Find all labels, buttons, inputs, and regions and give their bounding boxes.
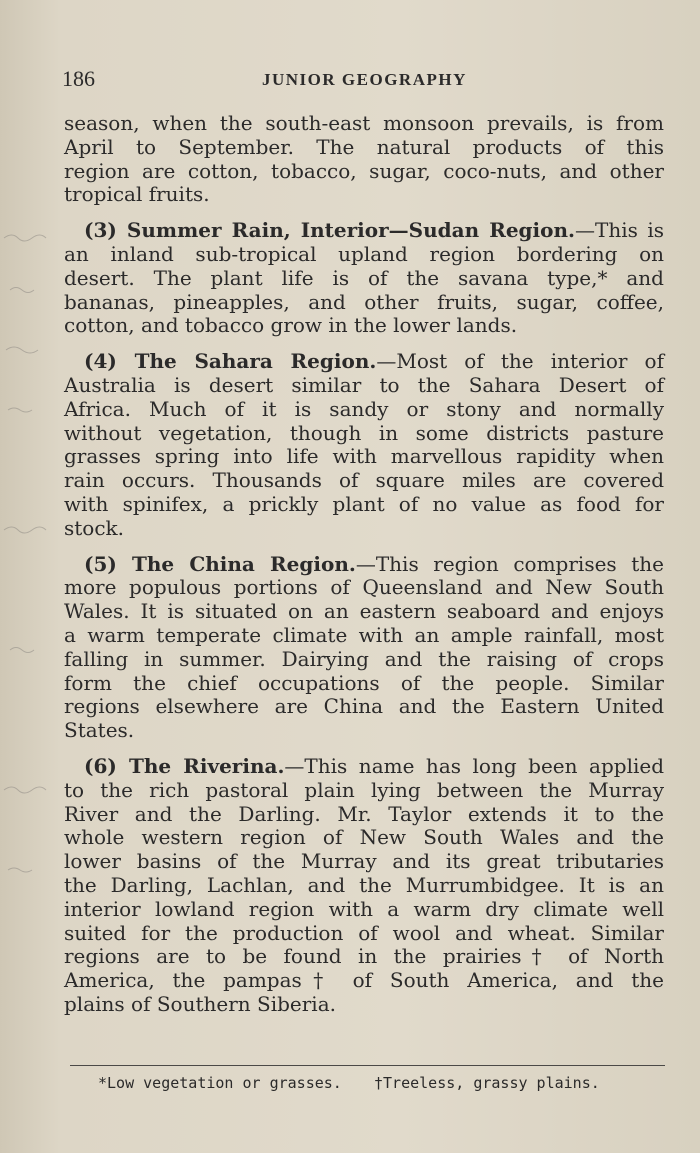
- text-line: whole western region of New South Wales and the: [64, 825, 664, 850]
- section-heading: (6) The Riverina.: [84, 753, 285, 778]
- text-line: without vegetation, though in some districts pasture: [64, 420, 664, 445]
- text-line: States.: [64, 718, 135, 743]
- text-line: lower basins of the Murray and its great tributaries: [64, 849, 664, 874]
- text-line: Africa. Much of it is sandy or stony and normally: [64, 396, 664, 421]
- text-line: April to September. The natural products of this: [64, 134, 664, 159]
- text-line: rain occurs. Thousands of square miles are covered: [64, 468, 664, 493]
- text-line: Australia is desert similar to the Sahara Desert of: [64, 372, 664, 397]
- text-line: plains of Southern Siberia.: [64, 991, 336, 1016]
- footnotes: [98, 1074, 600, 1092]
- text-line: more populous portions of Queensland and New South: [64, 575, 664, 600]
- text-line: River and the Darling. Mr. Taylor extends it to the: [64, 801, 664, 826]
- text-line: bananas, pineapples, and other fruits, sugar, coffee,: [64, 289, 664, 314]
- text-line: a warm temperate climate with an ample rainfall, most: [64, 622, 664, 647]
- text-line: Wales. It is situated on an eastern seaboard and enjoys: [64, 599, 664, 624]
- paragraph: [64, 219, 664, 338]
- text-line: with spinifex, a prickly plant of no value as food for: [64, 491, 664, 516]
- paragraph: [64, 755, 664, 1017]
- text-line: (3) Summer Rain, Interior—Sudan Region.—This is: [84, 218, 664, 243]
- text-line: falling in summer. Dairying and the raising of crops: [64, 646, 664, 671]
- text-line: season, when the south-east monsoon prevails, is from: [64, 111, 664, 135]
- footnote: *Low vegetation or grasses.: [98, 1074, 342, 1092]
- text-line: the Darling, Lachlan, and the Murrumbidgee. It is an: [64, 872, 664, 897]
- section-heading: (3) Summer Rain, Interior—Sudan Region.: [84, 218, 575, 243]
- section-heading: (5) The China Region.: [84, 551, 356, 576]
- section-heading: (4) The Sahara Region.: [84, 349, 377, 374]
- paragraph: [64, 553, 664, 743]
- paragraph: [64, 112, 664, 207]
- text-line: America, the pampas† of South America, and the: [64, 968, 664, 993]
- text-line: desert. The plant life is of the savana type,* and: [64, 265, 664, 290]
- running-head: JUNIOR GEOGRAPHY: [262, 70, 467, 89]
- footnote: †Treeless, grassy plains.: [374, 1074, 600, 1092]
- text-line: (5) The China Region.—This region comprises the: [84, 551, 664, 576]
- text-line: interior lowland region with a warm dry climate well: [64, 896, 664, 921]
- text-line: (6) The Riverina.—This name has long been applied: [84, 753, 665, 778]
- page-body: [64, 112, 664, 1017]
- text-line: grasses spring into life with marvellous rapidity when: [64, 444, 664, 469]
- text-line: form the chief occupations of the people. Similar: [64, 670, 664, 695]
- text-line: tropical fruits.: [64, 182, 210, 207]
- text-line: cotton, and tobacco grow in the lower lands.: [64, 313, 518, 338]
- page-number: 186: [62, 66, 95, 91]
- text-line: (4) The Sahara Region.—Most of the interior of: [84, 349, 664, 374]
- text-line: stock.: [64, 515, 125, 540]
- text-line: suited for the production of wool and wheat. Similar: [64, 920, 664, 945]
- footnote-divider: [70, 1065, 665, 1066]
- text-line: an inland sub-tropical upland region bordering on: [64, 241, 664, 266]
- text-line: to the rich pastoral plain lying between the Murray: [64, 777, 664, 802]
- page-header: [0, 66, 700, 96]
- text-line: region are cotton, tobacco, sugar, coco-nuts, and other: [64, 158, 664, 183]
- pencil-marks: [0, 230, 60, 950]
- paragraph: [64, 350, 664, 540]
- text-line: regions are to be found in the prairies† of North: [64, 944, 664, 969]
- text-line: regions elsewhere are China and the Eastern United: [64, 694, 664, 719]
